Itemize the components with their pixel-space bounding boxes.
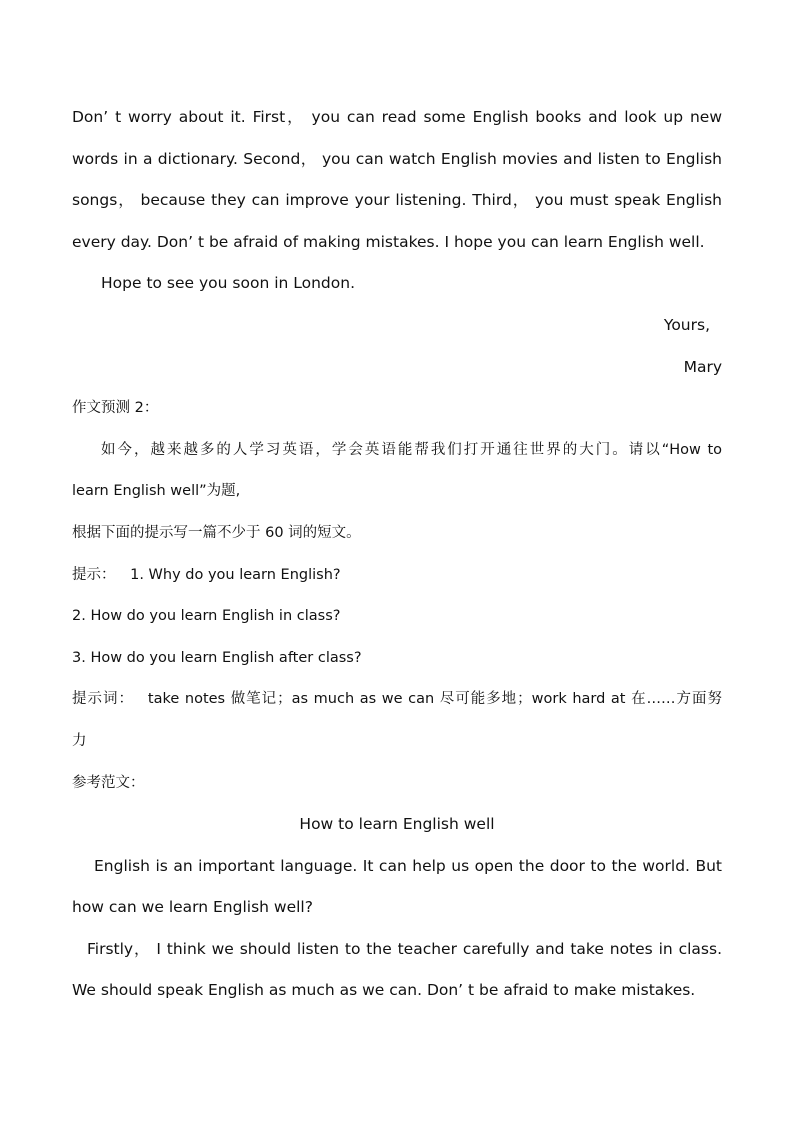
hint-text-1: 1. Why do you learn English? — [130, 566, 341, 583]
task2-keywords-line-1 — [72, 679, 722, 721]
keywords-text: take notes 做笔记；as much as we can 尽可能多地；work hard at 在……方面努 — [147, 691, 722, 708]
task2-prompt-line-3: 根据下面的提示写一篇不少于 60 词的短文。 — [72, 524, 361, 541]
essay-line-4: We should speak English as much as we can. Don’ t be afraid to make mistakes. — [72, 981, 696, 1000]
sample-label: 参考范文： — [72, 774, 145, 791]
letter-line-3: songs， because they can improve your listening. Third， you must speak English — [72, 191, 722, 210]
letter-line-1: Don’ t worry about it. First， you can read some English books and look up new — [72, 108, 722, 126]
letter-line-4: every day. Don’ t be afraid of making mistakes. I hope you can learn English well. — [72, 232, 705, 251]
letter-sign-off: Yours, — [663, 315, 710, 334]
essay-line-1: English is an important language. It can help us open the door to the world. But — [94, 856, 722, 875]
letter-closing-line: Hope to see you soon in London. — [101, 274, 356, 293]
keywords-label: 提示词： — [72, 691, 134, 708]
essay-title: How to learn English well — [299, 815, 495, 834]
task2-prompt-line-1: 如今，越来越多的人学习英语，学会英语能帮我们打开通往世界的大门。请以“How to — [101, 441, 722, 458]
task2-hint-2: 2. How do you learn English in class? — [72, 608, 341, 625]
letter-signature: Mary — [683, 357, 722, 376]
task2-hint-3: 3. How do you learn English after class? — [72, 649, 362, 666]
letter-line-2: words in a dictionary. Second， you can watch English movies and listen to English — [72, 149, 722, 168]
essay-line-2: how can we learn English well? — [72, 898, 313, 917]
task2-hint-1 — [72, 555, 722, 597]
hints-label: 提示： — [72, 566, 116, 583]
task2-keywords-line-2: 力 — [72, 732, 87, 749]
task2-prompt-line-2: learn English well”为题, — [72, 483, 241, 500]
task2-heading: 作文预测 2： — [72, 400, 159, 417]
document-page — [72, 97, 722, 1012]
essay-line-3: Firstly， I think we should listen to the teacher carefully and take notes in class. — [87, 939, 722, 958]
